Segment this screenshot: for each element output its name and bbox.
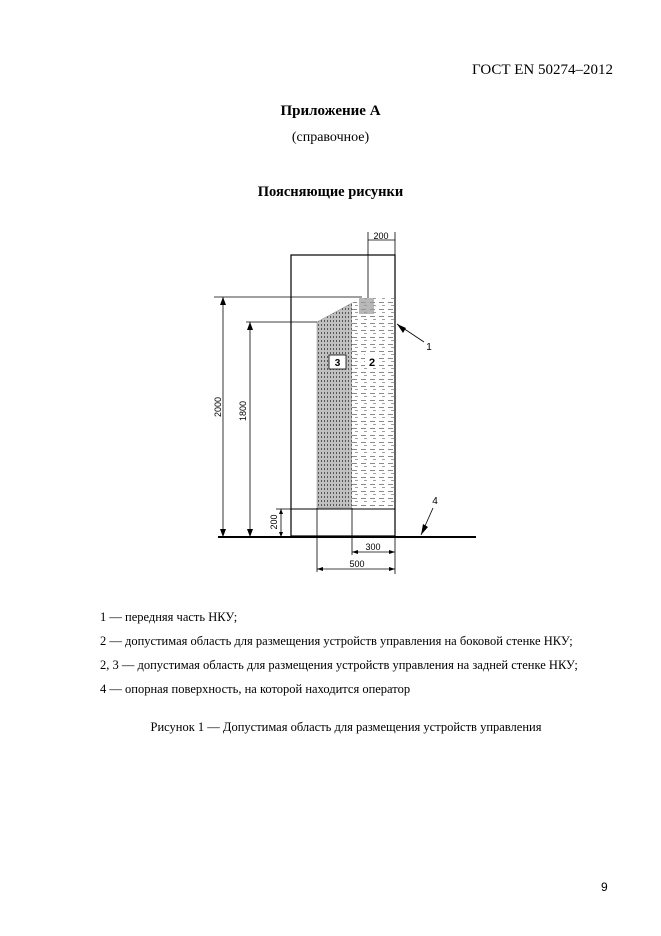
annex-title: Приложение А xyxy=(280,103,381,119)
legend-item-2: 2 — допустимая область для размещения устройств управления на боковой стенке НКУ; xyxy=(100,634,573,648)
legend-item-4: 4 — опорная поверхность, на которой находится оператор xyxy=(100,682,411,696)
section-title: Поясняющие рисунки xyxy=(257,184,404,200)
zone-2-label: 2 xyxy=(368,357,376,369)
legend-item-3: 2, 3 — допустимая область для размещения устройств управления на задней стенке НКУ; xyxy=(100,658,578,672)
zone-2-area xyxy=(352,297,395,508)
figure-diagram xyxy=(205,225,480,577)
dim-200-bottom-label: 200 xyxy=(269,514,279,530)
zone-3-label: 3 xyxy=(334,358,341,369)
dim-1800-arrow-top xyxy=(247,322,253,330)
callout-4-label: 4 xyxy=(432,496,438,507)
dim-2000-label: 2000 xyxy=(213,396,223,418)
annex-type: (справочное) xyxy=(291,130,370,145)
dim-500-arrow-right xyxy=(389,567,395,571)
standard-number: ГОСТ EN 50274–2012 xyxy=(472,62,613,78)
figure-legend xyxy=(100,605,578,701)
dim-500-arrow-left xyxy=(317,567,323,571)
dim-300-arrow-right xyxy=(389,550,395,554)
dim-500-label: 500 xyxy=(349,559,365,569)
dim-200-bottom-arrow-top xyxy=(279,509,283,514)
callout-4-arrow xyxy=(421,524,428,535)
dim-2000-arrow-bottom xyxy=(220,529,226,537)
page-number: 9 xyxy=(601,880,608,894)
legend-item-1: 1 — передняя часть НКУ; xyxy=(100,610,238,624)
dim-300-label: 300 xyxy=(365,542,381,552)
zone-3-area xyxy=(317,303,352,508)
figure-caption: Рисунок 1 — Допустимая область для размещения устройств управления xyxy=(150,720,542,734)
dim-300-arrow-left xyxy=(352,550,358,554)
dim-1800-label: 1800 xyxy=(238,400,248,422)
dim-2000-arrow-top xyxy=(220,297,226,305)
dim-200-top-label: 200 xyxy=(373,231,389,241)
callout-1-label: 1 xyxy=(426,342,432,353)
dim-1800-arrow-bottom xyxy=(247,529,253,537)
callout-1-arrow xyxy=(397,324,406,333)
zone-2-top-marks xyxy=(359,298,374,314)
